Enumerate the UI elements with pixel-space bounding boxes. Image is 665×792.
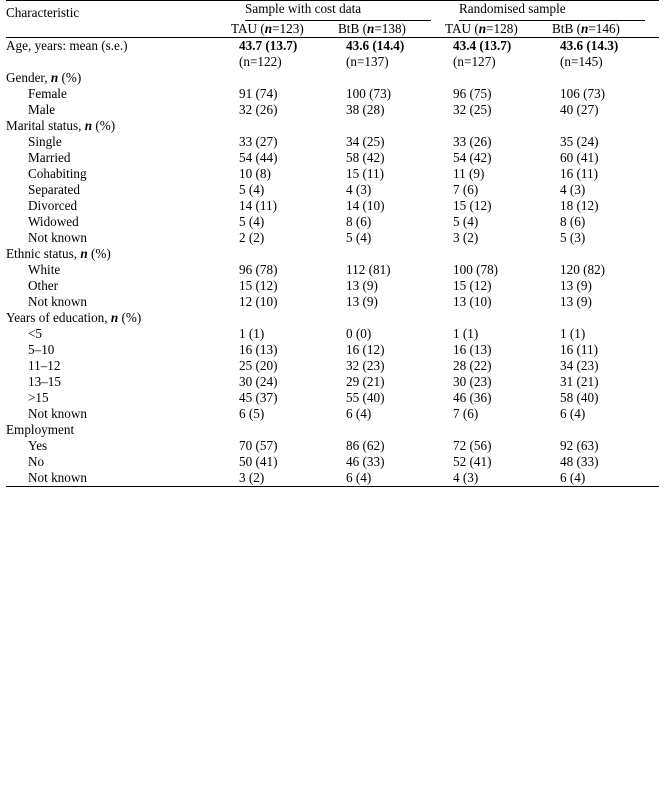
row-label: 13–15 — [28, 374, 61, 389]
table-row — [6, 182, 659, 198]
group-header-cost-data — [231, 1, 445, 22]
row-value: 5 (4) — [346, 230, 372, 245]
row-value: 13 (10) — [453, 294, 492, 309]
row-label: Widowed — [28, 214, 79, 229]
row-value: 3 (2) — [231, 470, 338, 487]
row-value: 58 (42) — [346, 150, 385, 165]
row-value — [338, 310, 445, 326]
table-row — [6, 326, 659, 342]
group-header-randomised-label: Randomised sample — [459, 1, 645, 21]
row-label: 11–12 — [28, 358, 61, 373]
sub-header-eq: = — [588, 21, 596, 36]
row-value: 15 (12) — [453, 198, 492, 213]
row-label: Not known — [28, 294, 87, 309]
sub-header-n-value: 123 — [279, 21, 300, 36]
table-row — [6, 262, 659, 278]
table-row — [6, 406, 659, 422]
row-value: 100 (78) — [453, 262, 499, 277]
sub-header-n-value: 138 — [381, 21, 402, 36]
sub-header-tau-randomised: TAU (n=128) — [445, 21, 518, 36]
row-value: 28 (22) — [453, 358, 492, 373]
row-value: 3 (2) — [453, 230, 479, 245]
table-row — [6, 454, 659, 470]
row-value: 34 (23) — [560, 358, 599, 373]
row-value: 6 (4) — [560, 406, 586, 421]
table-row — [6, 470, 659, 487]
row-label: Years of education, n (%) — [6, 310, 142, 325]
row-value: 1 (1) — [239, 326, 265, 341]
row-value: 46 (36) — [453, 390, 492, 405]
row-value — [552, 118, 659, 134]
table-row — [6, 278, 659, 294]
table-row — [6, 54, 659, 70]
row-value — [231, 310, 338, 326]
row-value: 13 (9) — [560, 294, 592, 309]
row-label: Gender, n (%) — [6, 70, 82, 85]
row-value: 16 (11) — [560, 342, 598, 357]
table-row — [6, 358, 659, 374]
row-value: 15 (11) — [346, 166, 384, 181]
characteristics-table — [6, 0, 659, 487]
row-value: 52 (41) — [453, 454, 492, 469]
row-value: 45 (37) — [239, 390, 278, 405]
table-row — [6, 230, 659, 246]
table-row — [6, 86, 659, 102]
row-value — [552, 310, 659, 326]
row-value: 4 (3) — [445, 470, 552, 487]
row-value: 33 (26) — [453, 134, 492, 149]
table-row — [6, 390, 659, 406]
row-value: 11 (9) — [453, 166, 485, 181]
table-row — [6, 342, 659, 358]
row-value: 58 (40) — [560, 390, 599, 405]
row-value — [552, 246, 659, 262]
row-value: 55 (40) — [346, 390, 385, 405]
row-value: 8 (6) — [346, 214, 372, 229]
row-value: 8 (6) — [560, 214, 586, 229]
row-value: (n=137) — [346, 54, 389, 69]
row-value: 5 (4) — [453, 214, 479, 229]
row-value: 29 (21) — [346, 374, 385, 389]
row-value: 2 (2) — [239, 230, 265, 245]
row-value: 43.4 (13.7) — [445, 38, 552, 55]
sub-header-arm: TAU — [231, 21, 258, 36]
row-label: Ethnic status, n (%) — [6, 246, 111, 261]
sub-header-btb-cost: BtB (n=138) — [338, 21, 406, 36]
row-value: 48 (33) — [560, 454, 599, 469]
sub-header-n-label: n — [264, 21, 273, 36]
table-row — [6, 294, 659, 310]
row-label: Separated — [28, 182, 80, 197]
row-label: >15 — [28, 390, 49, 405]
sub-header-eq: = — [272, 21, 280, 36]
row-value — [231, 118, 338, 134]
row-value: 32 (23) — [346, 358, 385, 373]
table-row — [6, 214, 659, 230]
row-value: 15 (12) — [453, 278, 492, 293]
table-header-row-groups — [6, 1, 659, 22]
row-value: 91 (74) — [239, 86, 278, 101]
row-label: Not known — [6, 470, 231, 487]
row-value: 43.6 (14.4) — [338, 38, 445, 55]
row-value: 16 (12) — [346, 342, 385, 357]
table-row — [6, 422, 659, 438]
row-value: 92 (63) — [560, 438, 599, 453]
row-value: 50 (41) — [239, 454, 278, 469]
row-value: 7 (6) — [453, 182, 479, 197]
sub-header-eq: = — [374, 21, 382, 36]
sub-header-arm: BtB — [552, 21, 574, 36]
row-label: <5 — [28, 326, 43, 341]
row-value: 16 (13) — [239, 342, 278, 357]
row-label: Cohabiting — [28, 166, 87, 181]
col-header-blank — [6, 21, 231, 38]
row-value: 43.7 (13.7) — [231, 38, 338, 55]
row-value: (n=127) — [453, 54, 496, 69]
sub-header-n-label: n — [366, 21, 375, 36]
row-value: 32 (26) — [239, 102, 278, 117]
group-header-randomised — [445, 1, 659, 22]
row-value: (n=145) — [560, 54, 603, 69]
row-value: 1 (1) — [560, 326, 586, 341]
row-value: 5 (3) — [560, 230, 586, 245]
row-value — [552, 422, 659, 438]
row-value: 18 (12) — [560, 198, 599, 213]
row-value: 60 (41) — [560, 150, 599, 165]
row-value: 31 (21) — [560, 374, 599, 389]
sub-header-arm: TAU — [445, 21, 472, 36]
row-value: 13 (9) — [560, 278, 592, 293]
row-value: 15 (12) — [239, 278, 278, 293]
row-value — [445, 246, 552, 262]
row-value: 10 (8) — [239, 166, 271, 181]
table-row — [6, 38, 659, 55]
row-value: 1 (1) — [453, 326, 479, 341]
table-row — [6, 102, 659, 118]
row-value: 0 (0) — [346, 326, 372, 341]
row-label: Not known — [28, 230, 87, 245]
row-value: 7 (6) — [453, 406, 479, 421]
row-label: Male — [28, 102, 56, 117]
row-label: Married — [28, 150, 71, 165]
row-label: Female — [28, 86, 67, 101]
row-value: 54 (42) — [453, 150, 492, 165]
row-label: White — [28, 262, 61, 277]
row-value — [338, 70, 445, 86]
row-value — [445, 310, 552, 326]
sub-header-n-label: n — [478, 21, 487, 36]
row-value: 112 (81) — [346, 262, 391, 277]
row-value: 4 (3) — [560, 182, 586, 197]
sub-header-arm: BtB — [338, 21, 360, 36]
row-value: 6 (5) — [239, 406, 265, 421]
row-value: 16 (13) — [453, 342, 492, 357]
row-value — [338, 422, 445, 438]
row-value — [445, 118, 552, 134]
row-value: 100 (73) — [346, 86, 392, 101]
col-header-characteristic: Characteristic — [6, 1, 231, 22]
row-value: 96 (78) — [239, 262, 278, 277]
row-value — [231, 422, 338, 438]
row-label: Yes — [28, 438, 48, 453]
row-value: 38 (28) — [346, 102, 385, 117]
row-value: 33 (27) — [239, 134, 278, 149]
row-value: 6 (4) — [338, 470, 445, 487]
row-value: 32 (25) — [453, 102, 492, 117]
row-value — [552, 70, 659, 86]
row-value: 43.6 (14.3) — [552, 38, 659, 55]
row-value: 96 (75) — [453, 86, 492, 101]
table-row — [6, 246, 659, 262]
row-value — [231, 246, 338, 262]
row-label: Marital status, n (%) — [6, 118, 116, 133]
row-label — [6, 54, 231, 70]
sub-header-n-value: 128 — [493, 21, 514, 36]
row-value: 14 (10) — [346, 198, 385, 213]
row-value: 5 (4) — [239, 214, 265, 229]
row-value: 4 (3) — [346, 182, 372, 197]
row-value: 25 (20) — [239, 358, 278, 373]
row-label: Divorced — [28, 198, 78, 213]
row-label: Age, years: mean (s.e.) — [6, 38, 231, 55]
table-row — [6, 438, 659, 454]
row-value: 13 (9) — [346, 278, 378, 293]
row-value — [445, 70, 552, 86]
row-value: 72 (56) — [453, 438, 492, 453]
row-value: 12 (10) — [239, 294, 278, 309]
table-row — [6, 150, 659, 166]
table-header-row-arms — [6, 21, 659, 38]
row-label: Employment — [6, 422, 75, 437]
row-value: (n=122) — [239, 54, 282, 69]
row-value: 30 (24) — [239, 374, 278, 389]
table-row — [6, 70, 659, 86]
table-row — [6, 134, 659, 150]
row-value — [338, 118, 445, 134]
sub-header-btb-randomised: BtB (n=146) — [552, 21, 620, 36]
row-value: 106 (73) — [560, 86, 606, 101]
sub-header-tau-cost: TAU (n=123) — [231, 21, 304, 36]
row-value: 86 (62) — [346, 438, 385, 453]
row-value: 6 (4) — [552, 470, 659, 487]
row-value — [231, 70, 338, 86]
table-row — [6, 310, 659, 326]
row-value: 70 (57) — [239, 438, 278, 453]
row-value: 13 (9) — [346, 294, 378, 309]
row-value — [338, 246, 445, 262]
row-label: Single — [28, 134, 62, 149]
row-value: 16 (11) — [560, 166, 598, 181]
row-value: 46 (33) — [346, 454, 385, 469]
row-value: 40 (27) — [560, 102, 599, 117]
row-value — [445, 422, 552, 438]
group-header-cost-data-label: Sample with cost data — [245, 1, 431, 21]
row-label: No — [28, 454, 45, 469]
table-row — [6, 166, 659, 182]
sub-header-n-value: 146 — [595, 21, 616, 36]
row-value: 30 (23) — [453, 374, 492, 389]
table-row — [6, 374, 659, 390]
row-label: Not known — [28, 406, 87, 421]
row-label: 5–10 — [28, 342, 55, 357]
sub-header-n-label: n — [580, 21, 589, 36]
table-row — [6, 198, 659, 214]
row-value: 54 (44) — [239, 150, 278, 165]
row-value: 5 (4) — [239, 182, 265, 197]
row-value: 14 (11) — [239, 198, 277, 213]
sub-header-eq: = — [486, 21, 494, 36]
row-value: 34 (25) — [346, 134, 385, 149]
row-value: 35 (24) — [560, 134, 599, 149]
row-value: 120 (82) — [560, 262, 606, 277]
row-label: Other — [28, 278, 59, 293]
table-row — [6, 118, 659, 134]
row-value: 6 (4) — [346, 406, 372, 421]
